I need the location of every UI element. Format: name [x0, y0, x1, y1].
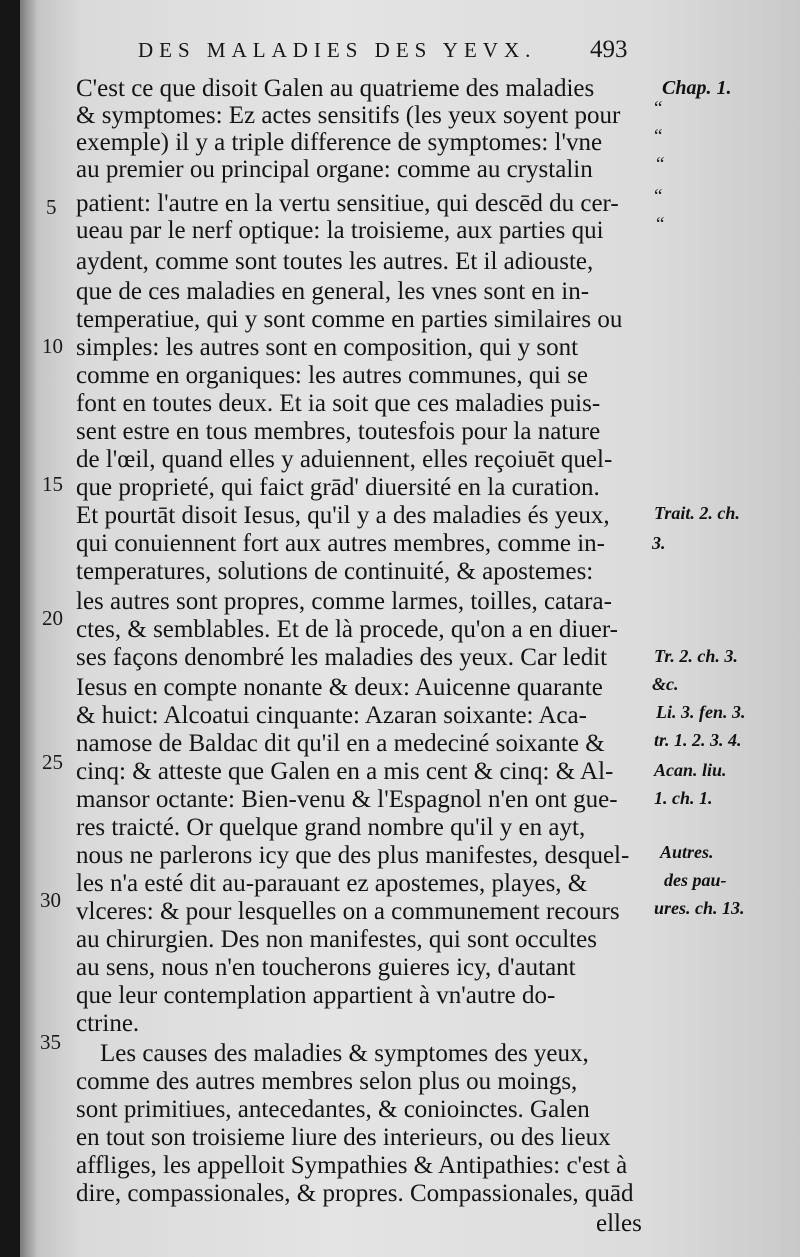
margin-note: 3.	[652, 533, 666, 553]
text-line: C'est ce que disoit Galen au quatrieme des maladies	[76, 75, 595, 102]
line-number: 35	[40, 1030, 61, 1054]
text-line: vlceres: & pour lesquelles on a communement recours	[76, 898, 620, 925]
text-line: ueau par le nerf optique: la troisieme, aux parties qui	[76, 217, 604, 244]
margin-note: tr. 1. 2. 3. 4.	[654, 730, 742, 750]
margin-note: Autres.	[660, 842, 714, 862]
margin-note: Chap. 1.	[662, 77, 732, 99]
quote-mark: “	[654, 98, 663, 119]
margin-note: Tr. 2. ch. 3.	[654, 646, 738, 666]
line-number: 30	[40, 888, 61, 912]
text-line: Les causes des maladies & symptomes des yeux,	[100, 1040, 589, 1067]
line-number: 20	[42, 606, 63, 630]
text-line: en tout son troisieme liure des interieurs, ou des lieux	[76, 1124, 611, 1151]
margin-note: &c.	[652, 674, 679, 694]
text-line: res traicté. Or quelque grand nombre qu'il y en ayt,	[76, 814, 586, 841]
line-number: 5	[46, 195, 57, 219]
margin-note: des pau-	[664, 870, 727, 890]
quote-mark: “	[656, 214, 665, 235]
quote-mark: “	[656, 154, 665, 175]
text-line: cinq: & atteste que Galen en a mis cent & cinq: & Al-	[76, 758, 614, 785]
text-line: ctrine.	[76, 1010, 140, 1037]
text-line: nous ne parlerons icy que des plus manifestes, desquel-	[76, 842, 630, 869]
margin-note: Trait. 2. ch.	[654, 503, 740, 523]
text-line: font en toutes deux. Et ia soit que ces maladies puis-	[76, 390, 601, 417]
text-line: patient: l'autre en la vertu sensitiue, qui descēd du cer-	[76, 190, 619, 217]
text-line: au sens, nous n'en toucherons guieres icy, d'autant	[76, 954, 576, 981]
text-line: ctes, & semblables. Et de là procede, qu'on a en diuer-	[76, 616, 619, 643]
text-line: sont primitiues, antecedantes, & conioinctes. Galen	[76, 1096, 590, 1123]
text-line: comme des autres membres selon plus ou moings,	[76, 1068, 578, 1095]
text-line: au chirurgien. Des non manifestes, qui sont occultes	[76, 926, 597, 953]
text-line: elles	[596, 1210, 642, 1237]
line-number: 10	[42, 334, 63, 358]
text-line: temperatiue, qui y sont comme en parties similaires ou	[76, 306, 623, 333]
text-line: les n'a esté dit au-parauant ez apostemes, playes, &	[76, 870, 588, 897]
text-line: aydent, comme sont toutes les autres. Et il adiouste,	[76, 248, 594, 275]
text-line: namose de Baldac dit qu'il en a medeciné soixante &	[76, 730, 605, 757]
text-line: simples: les autres sont en composition, qui y sont	[76, 334, 579, 361]
running-header: DES MALADIES DES YEVX.	[138, 38, 537, 62]
quote-mark: “	[654, 186, 663, 207]
text-line: les autres sont propres, comme larmes, toilles, catara-	[76, 588, 612, 615]
text-line: mansor octante: Bien-venu & l'Espagnol n'en ont gue-	[76, 786, 618, 813]
text-line: & huict: Alcoatui cinquante: Azaran soixante: Aca-	[76, 702, 587, 729]
text-line: qui conuiennent fort aux autres membres, comme in-	[76, 530, 606, 557]
spine-shadow	[20, 0, 38, 1257]
text-line: que de ces maladies en general, les vnes sont en in-	[76, 278, 590, 305]
text-line: que proprieté, qui faict grād' diuersité en la curation.	[76, 474, 600, 501]
text-line: sent estre en tous membres, toutesfois pour la nature	[76, 418, 601, 445]
text-line: exemple) il y a triple difference de symptomes: l'vne	[76, 129, 603, 156]
text-line: de l'œil, quand elles y aduiennent, elles reçoiuēt quel-	[76, 446, 613, 473]
text-line: & symptomes: Ez actes sensitifs (les yeux soyent pour	[76, 102, 621, 129]
margin-note: 1. ch. 1.	[654, 788, 713, 808]
text-line: que leur contemplation appartient à vn'autre do-	[76, 982, 556, 1009]
text-line: temperatures, solutions de continuité, & apostemes:	[76, 558, 594, 585]
margin-note: Acan. liu.	[654, 760, 727, 780]
line-number: 25	[42, 750, 63, 774]
text-line: dire, compassionales, & propres. Compassionales, quād	[76, 1180, 634, 1207]
text-line: Et pourtāt disoit Iesus, qu'il y a des maladies és yeux,	[76, 502, 610, 529]
margin-note: Li. 3. fen. 3.	[656, 702, 746, 722]
text-line: comme en organiques: les autres communes, qui se	[76, 362, 588, 389]
margin-note: ures. ch. 13.	[654, 898, 745, 918]
text-line: ses façons denombré les maladies des yeux. Car ledit	[76, 644, 608, 671]
text-line: au premier ou principal organe: comme au crystalin	[76, 156, 593, 183]
line-number: 15	[42, 472, 63, 496]
text-line: affliges, les appelloit Sympathies & Antipathies: c'est à	[76, 1152, 628, 1179]
quote-mark: “	[654, 126, 663, 147]
page-number: 493	[590, 36, 628, 63]
text-line: Iesus en compte nonante & deux: Auicenne quarante	[76, 674, 603, 701]
